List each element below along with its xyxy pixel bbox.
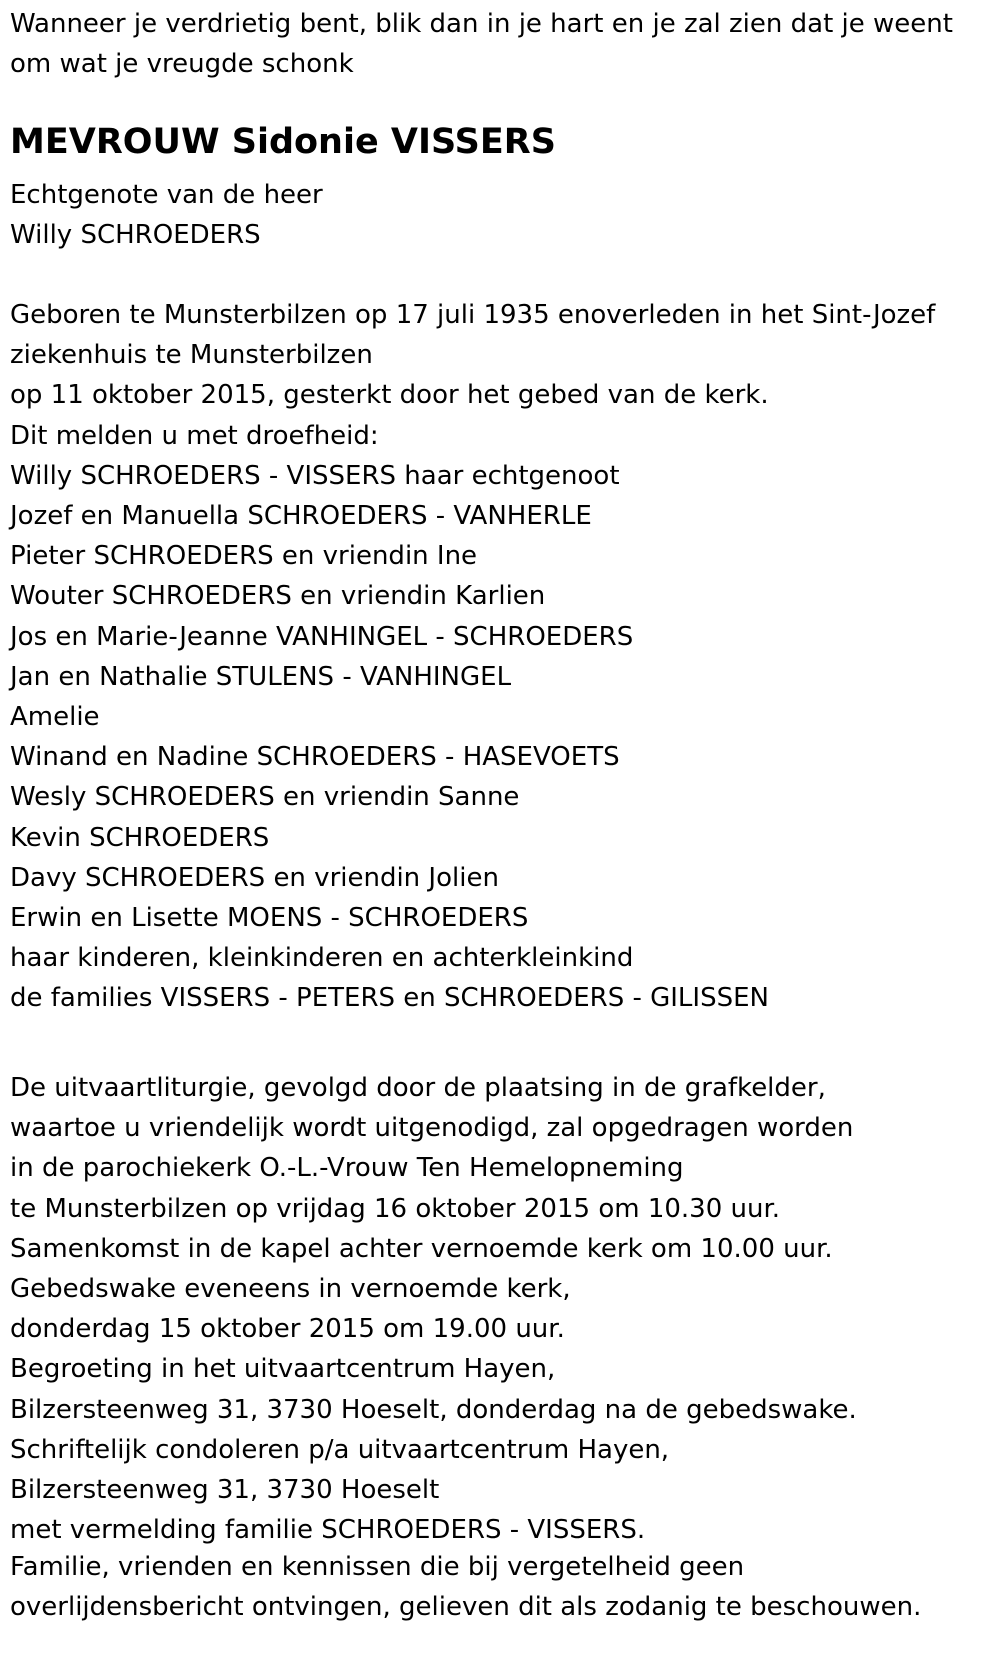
funeral-line: Bilzersteenweg 31, 3730 Hoeselt, donderdag na de gebedswake. <box>10 1394 857 1425</box>
motto-quote <box>10 4 953 84</box>
funeral-line: Begroeting in het uitvaartcentrum Hayen, <box>10 1354 556 1385</box>
spouse-name: Willy SCHROEDERS <box>10 220 261 251</box>
family-relation-line: haar kinderen, kleinkinderen en achterkleinkind <box>10 943 634 974</box>
mourner-line: Jos en Marie-Jeanne VANHINGEL - SCHROEDERS <box>10 621 634 652</box>
closing-note <box>10 1547 921 1627</box>
birth-death-line: Geboren te Munsterbilzen op 17 juli 1935 enoverleden in het Sint-Jozef <box>10 300 936 330</box>
mourner-line: Erwin en Lisette MOENS - SCHROEDERS <box>10 903 529 934</box>
mourners-intro: Dit melden u met droefheid: <box>10 420 379 451</box>
spouse-line: Echtgenote van de heer <box>10 180 323 210</box>
funeral-line: Gebedswake eveneens in vernoemde kerk, <box>10 1274 571 1305</box>
closing-line: Familie, vrienden en kennissen die bij vergetelheid geen <box>10 1552 745 1582</box>
mourner-line: Jozef en Manuella SCHROEDERS - VANHERLE <box>10 501 592 532</box>
mourner-line: Kevin SCHROEDERS <box>10 822 270 853</box>
mourner-line: Amelie <box>10 702 100 733</box>
families-line: de families VISSERS - PETERS en SCHROEDERS - GILISSEN <box>10 983 769 1014</box>
mourner-line: Wesly SCHROEDERS en vriendin Sanne <box>10 782 520 813</box>
funeral-line: Samenkomst in de kapel achter vernoemde kerk om 10.00 uur. <box>10 1233 833 1264</box>
funeral-line: donderdag 15 oktober 2015 om 19.00 uur. <box>10 1314 565 1345</box>
funeral-line: Bilzersteenweg 31, 3730 Hoeselt <box>10 1475 440 1506</box>
funeral-line: Schriftelijk condoleren p/a uitvaartcentrum Hayen, <box>10 1434 670 1465</box>
hospital-line: ziekenhuis te Munsterbilzen <box>10 340 373 371</box>
mourner-line: Willy SCHROEDERS - VISSERS haar echtgenoot <box>10 460 620 491</box>
mourner-line: Davy SCHROEDERS en vriendin Jolien <box>10 862 499 893</box>
funeral-line: met vermelding familie SCHROEDERS - VISSERS. <box>10 1515 646 1546</box>
death-date-line: op 11 oktober 2015, gesterkt door het gebed van de kerk. <box>10 380 769 411</box>
announcement-block <box>10 295 935 1019</box>
mourner-line: Jan en Nathalie STULENS - VANHINGEL <box>10 661 512 692</box>
mourner-line: Pieter SCHROEDERS en vriendin Ine <box>10 541 478 572</box>
funeral-line: in de parochiekerk O.-L.-Vrouw Ten Hemelopneming <box>10 1153 684 1184</box>
funeral-line: De uitvaartliturgie, gevolgd door de plaatsing in de grafkelder, <box>10 1073 826 1103</box>
funeral-line: te Munsterbilzen op vrijdag 16 oktober 2015 om 10.30 uur. <box>10 1193 781 1224</box>
mourner-line: Wouter SCHROEDERS en vriendin Karlien <box>10 581 546 612</box>
funeral-details-block <box>10 1068 857 1550</box>
spouse-block <box>10 175 323 255</box>
mourner-line: Winand en Nadine SCHROEDERS - HASEVOETS <box>10 742 620 773</box>
motto-line: Wanneer je verdrietig bent, blik dan in je hart en je zal zien dat je weent <box>10 9 953 39</box>
closing-line: overlijdensbericht ontvingen, gelieven dit als zodanig te beschouwen. <box>10 1592 922 1623</box>
deceased-name-title: MEVROUW Sidonie VISSERS <box>10 122 556 162</box>
motto-line: om wat je vreugde schonk <box>10 49 354 80</box>
funeral-line: waartoe u vriendelijk wordt uitgenodigd, zal opgedragen worden <box>10 1113 854 1144</box>
